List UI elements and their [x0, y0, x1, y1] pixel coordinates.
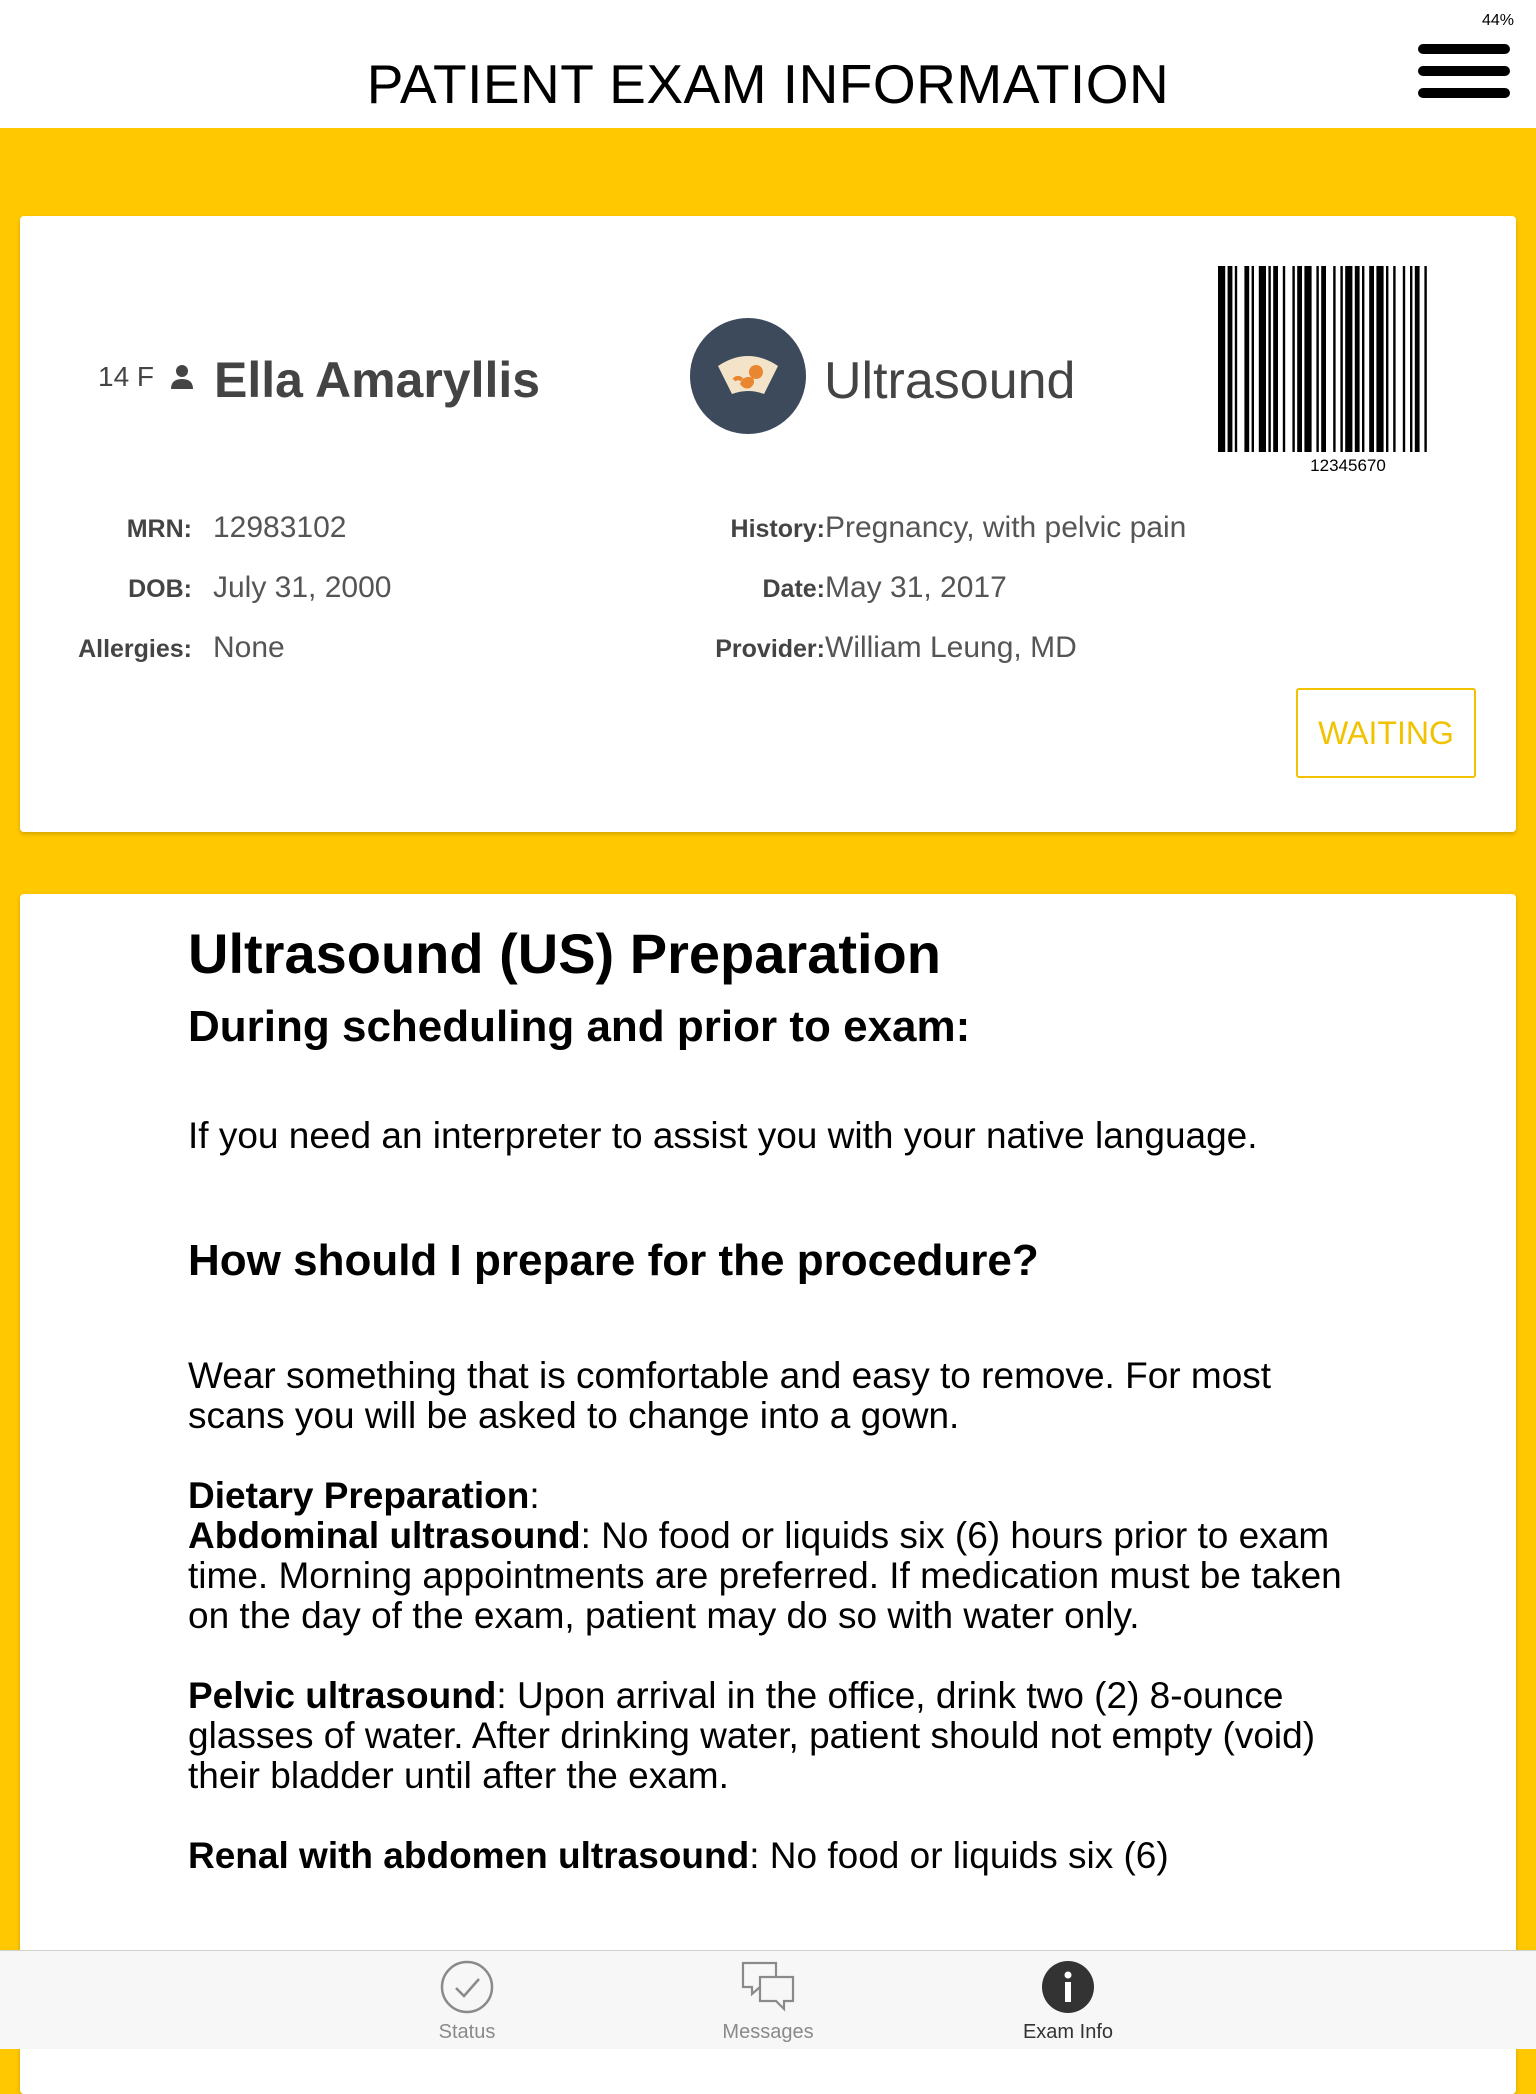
patient-name: Ella Amaryllis [214, 352, 541, 408]
preparation-content [188, 920, 1368, 1876]
preparation-card [20, 894, 1516, 2094]
tab-messages-label: Messages [722, 2021, 814, 2043]
prep-subheading-procedure: How should I prepare for the procedure? [188, 1236, 1039, 1285]
bottom-tab-bar [0, 1950, 1536, 2049]
date-value: May 31, 2017 [825, 571, 1007, 604]
patient-card [20, 216, 1516, 832]
info-icon [1040, 1959, 1096, 2015]
checkmark-circle-icon [439, 1959, 495, 2015]
dob-value: July 31, 2000 [213, 571, 392, 604]
pelvic-text: : Upon arrival in the office, drink two (2) 8-ounce glasses of water. After drinking water, patient should not empty (void) their bladder until after the exam. [188, 1675, 1316, 1796]
page-title: PATIENT EXAM INFORMATION [366, 53, 1170, 115]
mrn-label: MRN: [126, 515, 192, 543]
renal-label: Renal with abdomen ultrasound [188, 1835, 750, 1876]
dietary-colon: : [529, 1475, 540, 1516]
person-icon [170, 364, 194, 390]
date-label: Date: [762, 575, 825, 603]
patient-age-sex: 14 F [98, 361, 155, 392]
allergies-value: None [213, 631, 285, 664]
allergies-label: Allergies: [78, 635, 192, 663]
provider-label: Provider: [715, 635, 825, 663]
pelvic-section [188, 1676, 1368, 1796]
abdominal-label: Abdominal ultrasound [188, 1515, 581, 1556]
history-value: Pregnancy, with pelvic pain [825, 511, 1187, 544]
tab-exam-info-label: Exam Info [1022, 2021, 1114, 2043]
dietary-heading: Dietary Preparation [188, 1475, 530, 1516]
prep-subheading-scheduling: During scheduling and prior to exam: [188, 1002, 971, 1051]
provider-value: William Leung, MD [825, 631, 1077, 664]
hamburger-menu-icon[interactable] [1418, 44, 1510, 100]
prep-clothing-text: Wear something that is comfortable and easy to remove. For most scans you will be asked to change into a gown. [188, 1355, 1272, 1436]
mrn-value: 12983102 [213, 511, 347, 544]
dob-label: DOB: [128, 575, 192, 603]
ultrasound-icon [690, 318, 806, 434]
prep-interpreter-text: If you need an interpreter to assist you with your native language. [188, 1115, 1258, 1156]
pelvic-label: Pelvic ultrasound [188, 1675, 497, 1716]
tab-status-label: Status [438, 2021, 496, 2043]
tab-messages[interactable] [678, 1951, 858, 2049]
status-badge[interactable]: WAITING [1296, 688, 1476, 778]
top-header [0, 0, 1536, 128]
dietary-section [188, 1476, 1368, 1636]
barcode-number: 12345670 [1310, 456, 1386, 475]
renal-text: : No food or liquids six (6) [749, 1835, 1169, 1876]
modality-label: Ultrasound [824, 352, 1076, 410]
abdominal-text: : No food or liquids six (6) hours prior to exam time. Morning appointments are preferred. If medication must be taken on the day of the exam, patient may do so with water only. [188, 1515, 1342, 1636]
tab-exam-info[interactable] [978, 1951, 1158, 2049]
history-label: History: [730, 515, 825, 543]
battery-indicator: 44% [1481, 12, 1514, 29]
renal-section [188, 1836, 1368, 1876]
barcode-icon [1218, 266, 1478, 452]
prep-title: Ultrasound (US) Preparation [188, 922, 941, 985]
tab-status[interactable] [377, 1951, 557, 2049]
chat-bubbles-icon [740, 1959, 796, 2015]
